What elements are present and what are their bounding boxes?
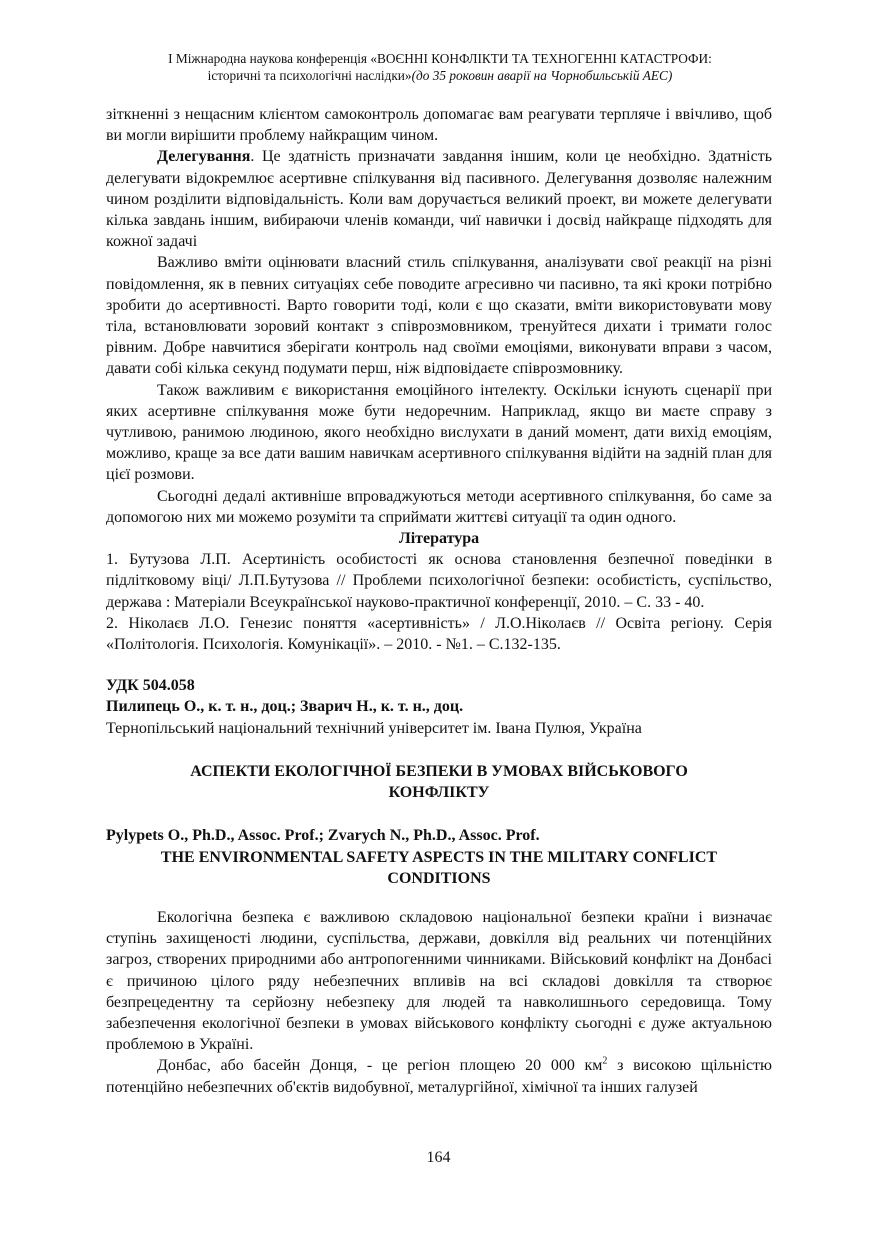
- paragraph: Також важливим є використання емоційного інтелекту. Оскільки існують сценарії при яких асертивне спілкування може бути недоречним. Наприклад, якщо ви маєте справу з чутливою, ранимою людиною, якого необхідно вислухати в даний момент, дати вихід емоціям, можливо, краще за все дати вашим навичкам асертивного спілкування відійти на задній план для цієї розмови.: [106, 381, 772, 484]
- spacer: [106, 803, 772, 825]
- references-title: Література: [398, 530, 480, 548]
- authors-ua: Пилипець О., к. т. н., доц.; Зварич Н., к. т. н., доц.: [106, 698, 464, 716]
- term-delegation: Делегування: [157, 148, 251, 166]
- udc-code: УДК 504.058: [106, 677, 195, 695]
- spacer: [106, 889, 772, 907]
- header-line-2: [110, 67, 770, 84]
- authors-en: Pylypets O., Ph.D., Assoc. Prof.; Zvarych N., Ph.D., Assoc. Prof.: [106, 827, 540, 845]
- article-title-ua: АСПЕКТИ ЕКОЛОГІЧНОЇ БЕЗПЕКИ В УМОВАХ ВІЙСЬКОВОГО КОНФЛІКТУ: [190, 762, 688, 802]
- header-line-1: І Міжнародна наукова конференція «ВОЄННІ КОНФЛІКТИ ТА ТЕХНОГЕННІ КАТАСТРОФИ:: [168, 51, 712, 66]
- paragraph: Важливо вміти оцінювати власний стиль спілкування, аналізувати свої реакції на різні повідомлення, як в певних ситуаціях себе поводите агресивно чи пасивно, та які кроки потрібно зробити до асертивності. Варто говорити тоді, коли є що сказати, вміти використовувати мову тіла, встановлювати зоровий контакт з співрозмовником, тренуйтеся дихати і тримати голос рівним. Добре навчитися зберігати контроль над своїми емоціями, виконувати вправи з часом, давати собі кілька секунд подумати перш, ніж відповідаєте співрозмовнику.: [106, 254, 772, 378]
- article-paragraph-text: Донбас, або басейн Донця, - це регіон площею 20 000 км: [157, 1057, 603, 1075]
- header-line-2-italic: (до 35 роковин аварії на Чорнобильській АЕС): [411, 68, 673, 83]
- superscript: 2: [602, 1056, 608, 1067]
- article-paragraph: [106, 1055, 772, 1097]
- page-number: 164: [426, 1149, 451, 1166]
- paragraph: зіткненні з нещасним клієнтом самоконтроль допомагає вам реагувати терпляче і ввічливо, щоб ви могли вирішити проблему найкращим чином.: [106, 106, 772, 145]
- article-paragraph-text: з високою щільністю потенційно небезпечних об'єктів видобувної, металургійної, хімічної та інших галузей: [106, 1057, 772, 1096]
- article-paragraph: Екологічна безпека є важливою складовою національної безпеки країни і визначає ступінь захищеності людини, суспільства, держави, довкілля від реальних чи потенційних загроз, створених природними або антропогенними чинниками. Військовий конфлікт на Донбасі є причиною цілого ряду небезпечних впливів на всі складові довкілля та створює безпрецедентну та серйозну небезпеку для людей та навколишнього середовища. Тому забезпечення екологічної безпеки в умовах військового конфлікту сьогодні є дуже актуальною проблемою в Україні.: [106, 908, 772, 1054]
- header-line-2-plain: історичні та психологічні наслідки»: [207, 68, 412, 83]
- body-text: [106, 104, 772, 1098]
- reference-item: 2. Ніколаєв Л.О. Генезис поняття «асертивність» / Л.О.Ніколаєв // Освіта регіону. Серія «Політологія. Психологія. Комунікації». – 2010. - №1. – С.132-135.: [106, 614, 772, 654]
- running-header: [110, 50, 770, 84]
- paragraph: Сьогодні дедалі активніше впроваджуються методи асертивного спілкування, бо саме за допомогою них ми можемо розуміти та сприймати життєві ситуації та один одного.: [106, 487, 772, 526]
- affiliation: Тернопільський національний технічний університет ім. Івана Пулюя, Україна: [106, 719, 642, 737]
- paragraph-delegation: [106, 146, 772, 252]
- reference-item: 1. Бутузова Л.П. Асертиність особистості як основа становлення безпечної поведінки в підлітковому віці/ Л.П.Бутузова // Проблеми психологічної безпеки: особистість, суспільство, держава : Матеріали Всеукраїнської науково-практичної конференції, 2010. – С. 33 - 40.: [106, 551, 772, 611]
- spacer: [106, 739, 772, 761]
- article-title-en: THE ENVIRONMENTAL SAFETY ASPECTS IN THE MILITARY CONFLICT CONDITIONS: [160, 848, 718, 887]
- spacer: [106, 655, 772, 675]
- paragraph-text: . Це здатність призначати завдання іншим, коли це необхідно. Здатність делегувати відокремлює асертивне спілкування від пасивного. Делегування дозволяє належним чином розділити відповідальність. Коли вам доручається великий проект, ви можете делегувати кілька завдань іншим, вибираючи членів команди, чиї навички і досвід найкраще підходять для кожної задачі: [106, 148, 772, 251]
